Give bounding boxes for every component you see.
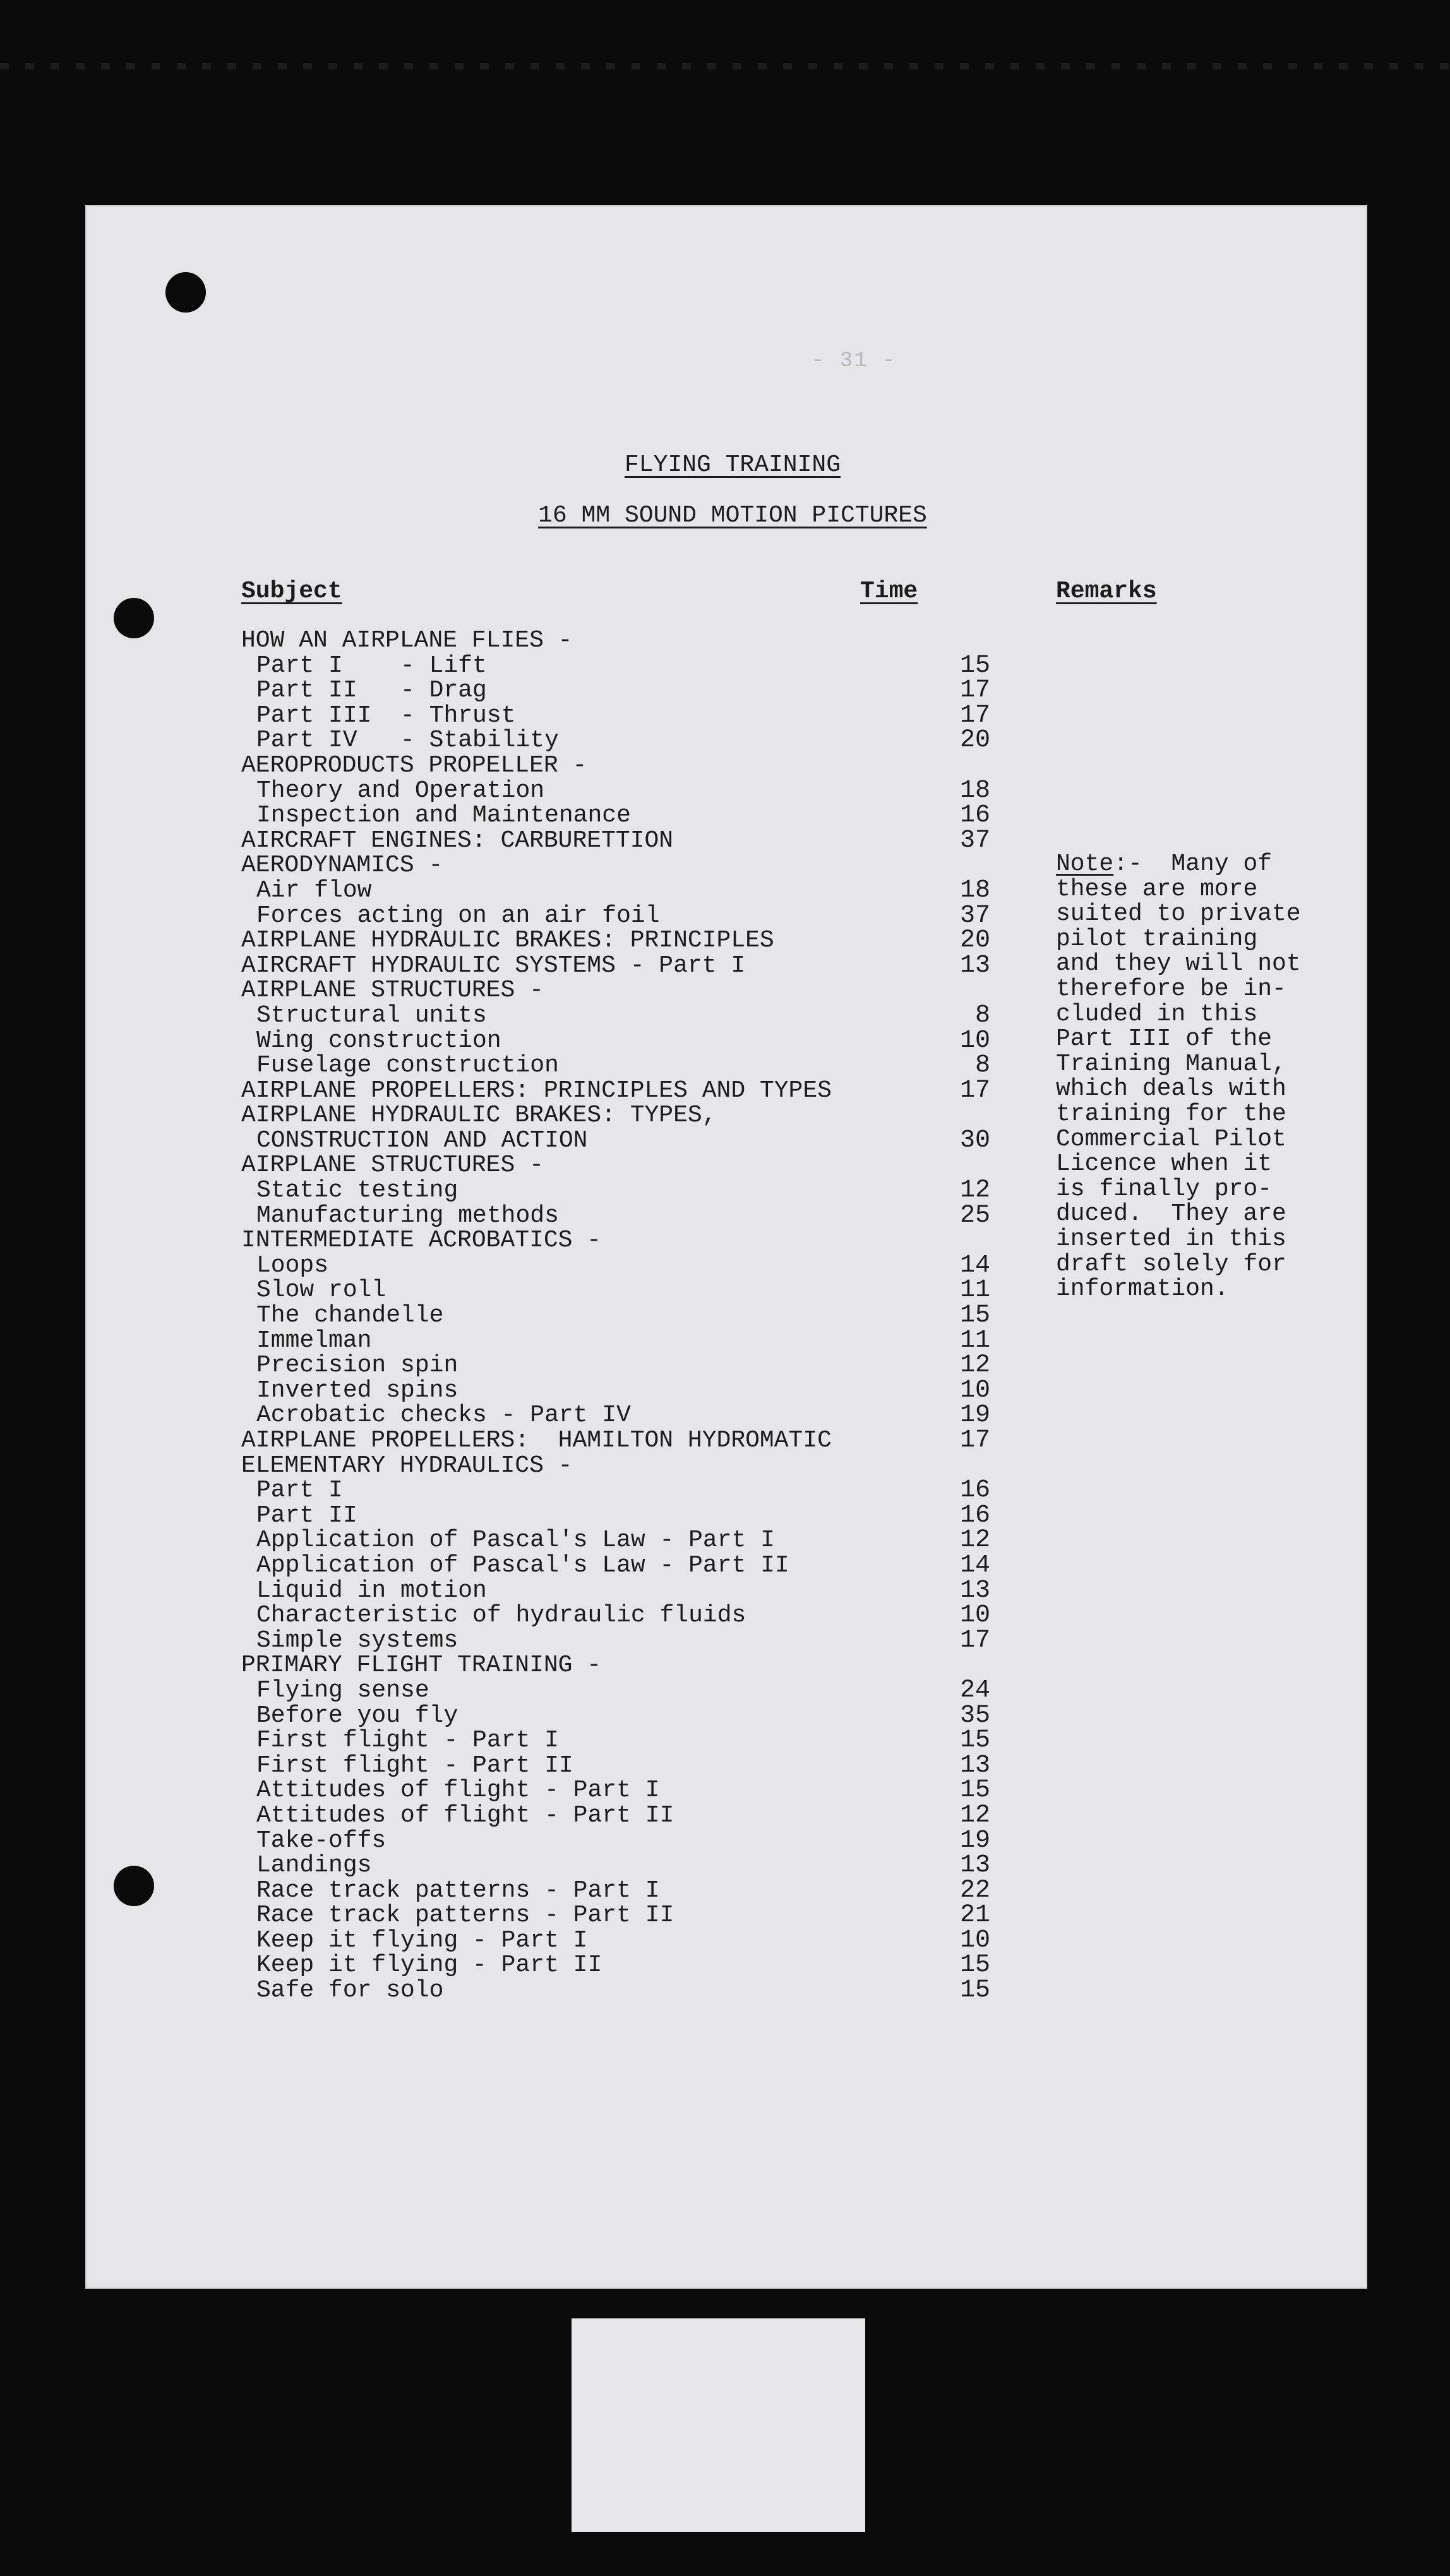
table-row <box>241 1078 1037 1104</box>
film-time: 37 <box>959 826 990 855</box>
table-row <box>241 1453 1037 1479</box>
table-row <box>241 1653 1037 1678</box>
film-time: 17 <box>959 701 990 730</box>
document-page <box>85 205 1367 2289</box>
table-row <box>241 878 1037 903</box>
page-subtitle: 16 MM SOUND MOTION PICTURES <box>538 502 927 529</box>
table-row <box>241 1628 1037 1654</box>
film-time: 15 <box>959 1976 990 2005</box>
table-row <box>241 1528 1037 1553</box>
film-subject: Wing construction <box>256 1027 501 1054</box>
table-row <box>241 703 1037 729</box>
table-row <box>241 953 1037 979</box>
film-subject: Keep it flying - Part II <box>256 1952 602 1979</box>
remark-line: Note:- Many of <box>1056 850 1273 878</box>
film-subject: AIRPLANE HYDRAULIC BRAKES: TYPES, <box>241 1102 717 1130</box>
remark-line: therefore be in- <box>1056 975 1286 1003</box>
film-subject: Race track patterns - Part I <box>256 1876 660 1904</box>
table-row <box>241 853 1037 878</box>
film-time: 8 <box>974 1001 990 1030</box>
film-subject: The chandelle <box>256 1302 444 1330</box>
film-time: 10 <box>959 1926 990 1955</box>
film-subject: Application of Pascal's Law - Part I <box>256 1527 775 1554</box>
punch-hole-bottom <box>114 1866 154 1906</box>
film-subject: Liquid in motion <box>256 1577 487 1604</box>
film-time: 12 <box>959 1351 990 1380</box>
film-list <box>241 628 1037 2003</box>
table-row <box>241 1703 1037 1729</box>
remark-line: cluded in this <box>1056 1000 1258 1028</box>
remark-line: pilot training <box>1056 925 1258 953</box>
film-subject: Race track patterns - Part II <box>256 1902 674 1929</box>
table-row <box>241 1478 1037 1503</box>
remark-line: inserted in this <box>1056 1225 1286 1253</box>
remarks-note <box>1056 852 1334 1302</box>
film-subject: AIRPLANE PROPELLERS: HAMILTON HYDROMATIC <box>241 1427 832 1454</box>
punch-hole-middle <box>114 598 154 638</box>
film-subject: Part III - Thrust <box>256 701 516 729</box>
film-time: 20 <box>959 726 990 755</box>
film-subject: PRIMARY FLIGHT TRAINING - <box>241 1652 602 1679</box>
remark-line: Part III of the <box>1056 1025 1273 1053</box>
table-row <box>241 1228 1037 1253</box>
film-subject: AIRPLANE PROPELLERS: PRINCIPLES AND TYPES <box>241 1076 832 1104</box>
film-subject: Theory and Operation <box>256 777 545 804</box>
page-number: - 31 - <box>812 349 897 373</box>
film-time: 17 <box>959 1076 990 1105</box>
table-row <box>241 1728 1037 1753</box>
remark-line: Training Manual, <box>1056 1050 1286 1078</box>
table-row <box>241 1353 1037 1378</box>
film-subject: Application of Pascal's Law - Part II <box>256 1551 789 1579</box>
film-time: 15 <box>959 1301 990 1330</box>
film-subject: AIRCRAFT HYDRAULIC SYSTEMS - Part I <box>241 951 746 979</box>
punch-hole-top <box>165 272 206 313</box>
table-row <box>241 1003 1037 1029</box>
film-time: 11 <box>959 1276 990 1305</box>
table-row <box>241 1378 1037 1404</box>
table-row <box>241 1503 1037 1529</box>
table-row <box>241 1153 1037 1178</box>
film-time: 13 <box>959 1751 990 1780</box>
table-row <box>241 1953 1037 1978</box>
film-subject: Part II - Drag <box>256 677 487 705</box>
table-row <box>241 1553 1037 1578</box>
film-subject: Air flow <box>256 876 372 904</box>
table-row <box>241 1603 1037 1628</box>
film-subject: Acrobatic checks - Part IV <box>256 1402 631 1429</box>
table-row <box>241 928 1037 953</box>
film-time: 13 <box>959 1851 990 1880</box>
film-time: 17 <box>959 1626 990 1655</box>
table-row <box>241 1053 1037 1078</box>
film-subject: AEROPRODUCTS PROPELLER - <box>241 751 587 779</box>
table-row <box>241 1678 1037 1703</box>
film-time: 20 <box>959 926 990 955</box>
film-time: 19 <box>959 1401 990 1430</box>
remark-line: training for the <box>1056 1100 1286 1128</box>
film-subject: Part I - Lift <box>256 652 487 679</box>
film-subject: Fuselage construction <box>256 1052 559 1080</box>
film-time: 21 <box>959 1901 990 1930</box>
film-subject: Part IV - Stability <box>256 727 559 754</box>
film-time: 37 <box>959 901 990 930</box>
film-subject: Precision spin <box>256 1352 458 1380</box>
time-column-header: Time <box>860 578 918 605</box>
remark-line: information. <box>1056 1275 1229 1303</box>
film-time: 14 <box>959 1251 990 1280</box>
film-subject: CONSTRUCTION AND ACTION <box>256 1126 588 1154</box>
film-subject: First flight - Part I <box>256 1727 559 1755</box>
note-label: Note <box>1056 850 1114 878</box>
table-row <box>241 778 1037 804</box>
film-subject: AERODYNAMICS - <box>241 852 443 880</box>
film-subject: Flying sense <box>256 1676 429 1704</box>
remark-line: draft solely for <box>1056 1250 1286 1278</box>
subject-column-header: Subject <box>241 578 342 605</box>
film-subject: Loops <box>256 1251 329 1279</box>
table-row <box>241 1978 1037 2003</box>
film-subject: Before you fly <box>256 1702 458 1729</box>
film-subject: Attitudes of flight - Part I <box>256 1777 660 1804</box>
table-row <box>241 1403 1037 1428</box>
film-subject: Immelman <box>256 1327 372 1354</box>
film-time: 18 <box>959 776 990 805</box>
film-edge <box>0 63 1450 69</box>
film-time: 16 <box>959 801 990 830</box>
film-subject: AIRPLANE HYDRAULIC BRAKES: PRINCIPLES <box>241 927 774 955</box>
film-time: 12 <box>959 1526 990 1555</box>
table-row <box>241 678 1037 703</box>
table-row <box>241 1278 1037 1303</box>
page-title: FLYING TRAINING <box>624 451 841 479</box>
table-row <box>241 1928 1037 1953</box>
table-row <box>241 1578 1037 1604</box>
table-row <box>241 1878 1037 1904</box>
film-subject: AIRCRAFT ENGINES: CARBURETTION <box>241 826 674 854</box>
film-subject: INTERMEDIATE ACROBATICS - <box>241 1227 602 1255</box>
table-row <box>241 1828 1037 1854</box>
table-row <box>241 1178 1037 1203</box>
film-time: 10 <box>959 1026 990 1055</box>
table-row <box>241 828 1037 854</box>
table-row <box>241 1428 1037 1453</box>
film-subject: HOW AN AIRPLANE FLIES - <box>241 627 573 654</box>
film-time: 11 <box>959 1326 990 1355</box>
film-time: 14 <box>959 1551 990 1580</box>
film-time: 18 <box>959 876 990 905</box>
film-time: 19 <box>959 1826 990 1855</box>
film-time: 17 <box>959 1426 990 1455</box>
film-time: 12 <box>959 1176 990 1205</box>
table-row <box>241 1203 1037 1229</box>
film-subject: Safe for solo <box>256 1977 444 2005</box>
table-row <box>241 653 1037 679</box>
table-row <box>241 1128 1037 1154</box>
table-row <box>241 1778 1037 1803</box>
film-subject: First flight - Part II <box>256 1751 573 1779</box>
film-time: 13 <box>959 1576 990 1605</box>
table-row <box>241 1803 1037 1828</box>
remark-line: suited to private <box>1056 900 1301 928</box>
film-subject: AIRPLANE STRUCTURES - <box>241 977 544 1005</box>
film-time: 16 <box>959 1501 990 1530</box>
film-subject: Inspection and Maintenance <box>256 802 631 830</box>
table-row <box>241 1303 1037 1328</box>
table-row <box>241 1853 1037 1878</box>
film-time: 22 <box>959 1876 990 1905</box>
film-subject: Characteristic of hydraulic fluids <box>256 1602 746 1630</box>
film-subject: ELEMENTARY HYDRAULICS - <box>241 1452 573 1479</box>
table-row <box>241 1026 1037 1055</box>
film-time: 15 <box>959 1951 990 1980</box>
film-time: 17 <box>959 676 990 705</box>
film-subject: Manufacturing methods <box>256 1202 559 1229</box>
table-row <box>241 1753 1037 1779</box>
table-row <box>241 1253 1037 1279</box>
film-time: 15 <box>959 651 990 680</box>
film-time: 24 <box>959 1676 990 1705</box>
remark-line: Licence when it <box>1056 1150 1273 1178</box>
film-time: 10 <box>959 1376 990 1405</box>
film-time: 13 <box>959 951 990 980</box>
film-subject: AIRPLANE STRUCTURES - <box>241 1152 544 1179</box>
film-subject: Structural units <box>256 1001 487 1029</box>
table-row <box>241 1903 1037 1928</box>
film-subject: Slow roll <box>256 1277 386 1304</box>
table-row <box>241 728 1037 753</box>
remark-line: and they will not <box>1056 950 1301 978</box>
film-subject: Forces acting on an air foil <box>256 902 660 929</box>
film-subject: Part I <box>256 1477 343 1505</box>
film-time: 10 <box>959 1601 990 1630</box>
remarks-column-header: Remarks <box>1056 578 1157 605</box>
remark-line: Commercial Pilot <box>1056 1125 1286 1153</box>
film-subject: Keep it flying - Part I <box>256 1926 588 1954</box>
remark-line: these are more <box>1056 875 1258 903</box>
film-subject: Take-offs <box>256 1827 386 1854</box>
film-time: 15 <box>959 1776 990 1805</box>
film-subject: Static testing <box>256 1177 458 1205</box>
table-row <box>241 753 1037 778</box>
remark-line: is finally pro- <box>1056 1175 1273 1203</box>
film-time: 8 <box>974 1051 990 1080</box>
film-subject: Landings <box>256 1852 372 1880</box>
table-row <box>241 1328 1037 1354</box>
film-subject: Simple systems <box>256 1626 458 1654</box>
film-subject: Inverted spins <box>256 1376 458 1404</box>
table-row <box>241 1103 1037 1128</box>
table-row <box>241 903 1037 929</box>
film-time: 12 <box>959 1801 990 1830</box>
remark-line: duced. They are <box>1056 1200 1286 1228</box>
film-label-card <box>572 2318 865 2532</box>
film-subject: Part II <box>256 1501 357 1529</box>
film-subject: Attitudes of flight - Part II <box>256 1801 674 1829</box>
film-time: 15 <box>959 1726 990 1755</box>
film-time: 25 <box>959 1201 990 1230</box>
remark-line: which deals with <box>1056 1075 1286 1103</box>
film-time: 30 <box>959 1126 990 1155</box>
film-time: 35 <box>959 1701 990 1730</box>
table-row <box>241 978 1037 1003</box>
film-time: 16 <box>959 1476 990 1505</box>
table-row <box>241 803 1037 828</box>
table-row <box>241 628 1037 653</box>
